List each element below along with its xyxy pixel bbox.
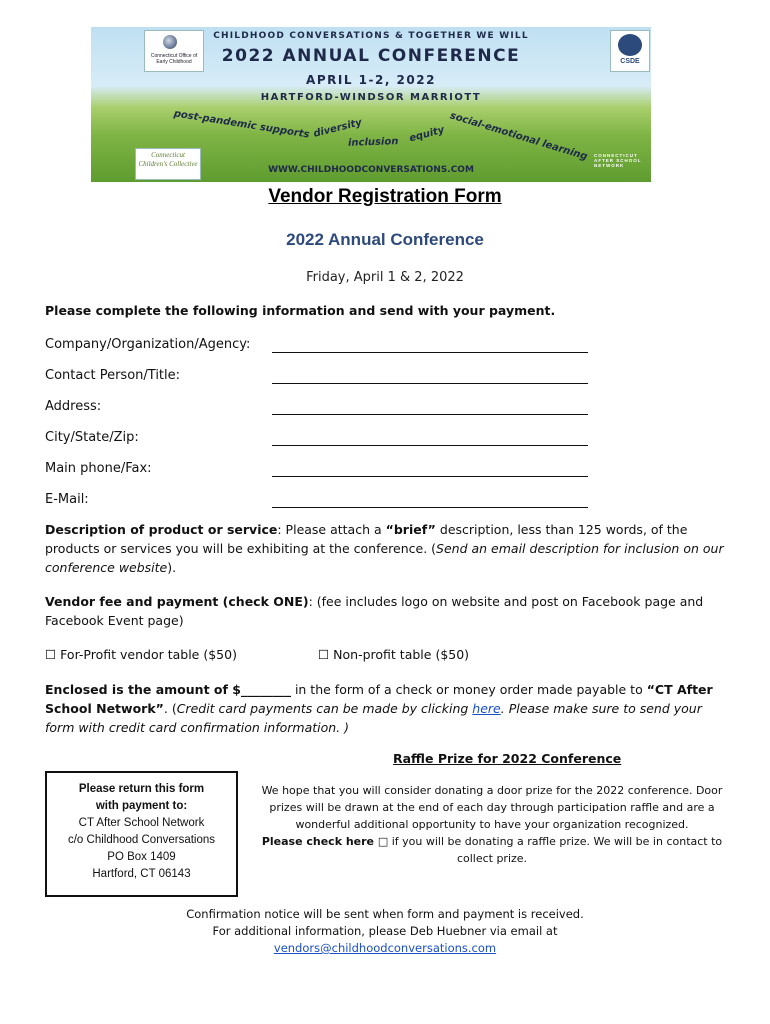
return-heading: Please return this form [78,783,205,795]
conference-date: Friday, April 1 & 2, 2022 [306,270,464,285]
field-label-address: Address: [45,399,102,414]
payee-name: “CT After School Network” [45,682,713,716]
description-paragraph [45,520,735,577]
banner-line-2: 2022 ANNUAL CONFERENCE [221,46,521,66]
email-input-line[interactable] [272,507,588,508]
banner-word: diversity [312,117,364,140]
city-input-line[interactable] [272,445,588,446]
field-label-contact: Contact Person/Title: [45,368,181,383]
credit-card-link[interactable]: here [472,701,501,716]
description-italic: Send an email description for inclusion on our conference website [45,541,724,575]
childrens-collective-text: Connecticut Children's Collective [138,151,198,168]
return-line: c/o Childhood Conversations [67,834,216,846]
fee-label: Vendor fee and payment (check ONE) [45,594,309,609]
conference-banner [91,27,651,182]
vendor-email-link[interactable]: vendors@childhoodconversations.com [273,941,497,955]
brief-emphasis: “brief” [385,522,436,537]
footer [0,906,770,957]
fee-paragraph [45,592,735,630]
raffle-checkbox[interactable]: Please check here □ [261,835,389,848]
banner-line-4: HARTFORD-WINDSOR MARRIOTT [260,92,482,103]
enclosed-italic: Credit card payments can be made by clicking [176,701,473,716]
banner-url: WWW.CHILDHOODCONVERSATIONS.COM [268,165,474,175]
childrens-collective-logo [135,148,201,180]
phone-input-line[interactable] [272,476,588,477]
enclosed-label: Enclosed is the amount of $________ [45,682,291,697]
address-input-line[interactable] [272,414,588,415]
ctasn-logo-text: CONNECTICUT AFTER SCHOOL NETWORK [594,153,642,168]
description-text: : Please attach a [277,522,386,537]
for-profit-checkbox[interactable]: ☐ For-Profit vendor table ($50) [45,647,237,662]
banner-word: inclusion [347,136,399,149]
enclosed-paragraph [45,680,735,737]
banner-word: social-emotional learning [448,110,589,163]
enclosed-italic: . Please make sure to send your form with credit card confirmation information. ) [45,701,702,735]
form-intro: Please complete the following information and send with your payment. [45,303,556,318]
company-input-line[interactable] [272,352,588,353]
enclosed-text: . ( [163,701,177,716]
form-title: Vendor Registration Form [268,186,502,207]
banner-line-3: APRIL 1-2, 2022 [306,73,436,87]
footer-line: For additional information, please Deb Huebner via email at [212,924,558,938]
field-label-city: City/State/Zip: [45,430,139,445]
return-line: PO Box 1409 [107,851,176,863]
description-text: description, less than 125 words, of the products or services you will be exhibiting at the conference. ( [45,522,688,556]
non-profit-checkbox[interactable]: ☐ Non-profit table ($50) [318,647,470,662]
return-line: CT After School Network [78,817,205,829]
banner-word: post-pandemic supports [172,108,311,141]
raffle-check-text: if you will be donating a raffle prize. We will be in contact to collect prize. [388,835,723,865]
return-address-box [45,771,238,897]
fee-text: : (fee includes logo on website and post on Facebook page and Facebook Event page) [45,594,704,628]
csde-logo-text: CSDE [620,58,640,65]
raffle-description [253,782,731,867]
field-label-phone: Main phone/Fax: [45,461,152,476]
return-heading: with payment to: [95,800,188,812]
contact-input-line[interactable] [272,383,588,384]
banner-word: equity [408,124,446,145]
field-label-company: Company/Organization/Agency: [45,337,251,352]
enclosed-text: in the form of a check or money order made payable to [290,682,647,697]
return-line: Hartford, CT 06143 [92,868,191,880]
description-text: ). [167,560,177,575]
footer-line: Confirmation notice will be sent when form and payment is received. [186,907,584,921]
raffle-title: Raffle Prize for 2022 Conference [393,751,622,766]
form-subtitle: 2022 Annual Conference [286,230,484,249]
oec-logo-text: Connecticut Office of Early Childhood [150,53,198,65]
raffle-text: We hope that you will consider donating a door prize for the 2022 conference. Door prizes will be drawn at the end of each day through participation raffle and are a wonderful additional opportunity to have your organization recognized. [261,784,723,831]
field-label-email: E-Mail: [45,492,89,507]
description-label: Description of product or service [45,522,278,537]
banner-line-1: CHILDHOOD CONVERSATIONS & TOGETHER WE WILL [213,31,529,41]
